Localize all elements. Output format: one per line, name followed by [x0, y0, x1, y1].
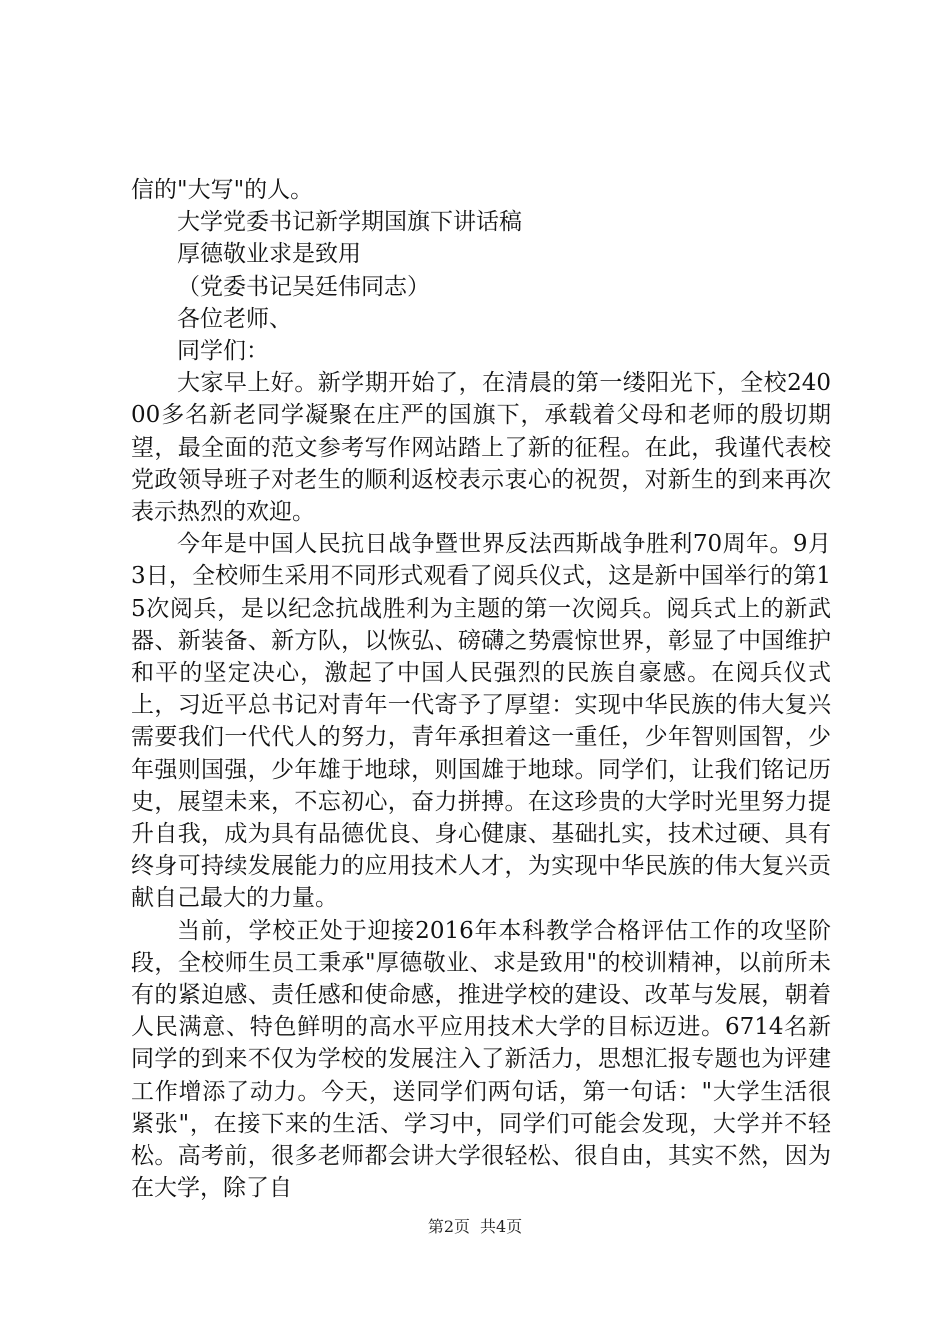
- page-total: 共4页: [480, 1217, 523, 1236]
- speaker-line: （党委书记吴廷伟同志）: [177, 273, 430, 300]
- speech-subtitle: 厚德敬业求是致用: [177, 241, 361, 268]
- page-number: 第2页: [427, 1217, 470, 1236]
- salutation-students: 同学们：: [177, 338, 269, 365]
- salutation-teachers: 各位老师、: [177, 305, 292, 332]
- carry-over-line: 信的"大写"的人。: [131, 177, 314, 203]
- paragraph-current: 当前，学校正处于迎接2016年本科教学合格评估工作的攻坚阶段，全校师生员工秉承"厚德敬业、求是致用"的校训精神，以前所未有的紧迫感、责任感和使命感，推进学校的建设、改革与发展，朝着人民满意、特色鲜明的高水平应用技术大学的目标迈进。6714名新同学的到来不仅为学校的发展注入了新活力，思想汇报专题也为评建工作增添了动力。今天，送同学们两句话，第一句话："大学生活很紧张"，在接下来的生活、学习中，同学们可能会发现，大学并不轻松。高考前，很多老师都会讲大学很轻松、很自由，其实不然，因为在大学，除了自: [131, 917, 831, 1202]
- paragraph-greeting: 大家早上好。新学期开始了，在清晨的第一缕阳光下，全校24000多名新老同学凝聚在庄严的国旗下，承载着父母和老师的殷切期望，最全面的范文参考写作网站踏上了新的征程。在此，我谨代表校党政领导班子对老生的顺利返校表示衷心的祝贺，对新生的到来再次表示热烈的欢迎。: [131, 370, 831, 526]
- paragraph-parade: 今年是中国人民抗日战争暨世界反法西斯战争胜利70周年。9月3日，全校师生采用不同形式观看了阅兵仪式，这是新中国举行的第15次阅兵，是以纪念抗战胜利为主题的第一次阅兵。阅兵式上的新武器、新装备、新方队，以恢弘、磅礴之势震惊世界，彰显了中国维护和平的坚定决心，激起了中国人民强烈的民族自豪感。在阅兵仪式上，习近平总书记对青年一代寄予了厚望：实现中华民族的伟大复兴需要我们一代代人的努力，青年承担着这一重任，少年智则国智，少年强则国强，少年雄于地球，则国雄于地球。同学们，让我们铭记历史，展望未来，不忘初心，奋力拼搏。在这珍贵的大学时光里努力提升自我，成为具有品德优良、身心健康、基础扎实，技术过硬、具有终身可持续发展能力的应用技术人才，为实现中华民族的伟大复兴贡献自己最大的力量。: [131, 531, 831, 912]
- page-footer: [0, 1217, 950, 1237]
- document-body: [131, 174, 831, 1205]
- speech-title: 大学党委书记新学期国旗下讲话稿: [177, 209, 522, 236]
